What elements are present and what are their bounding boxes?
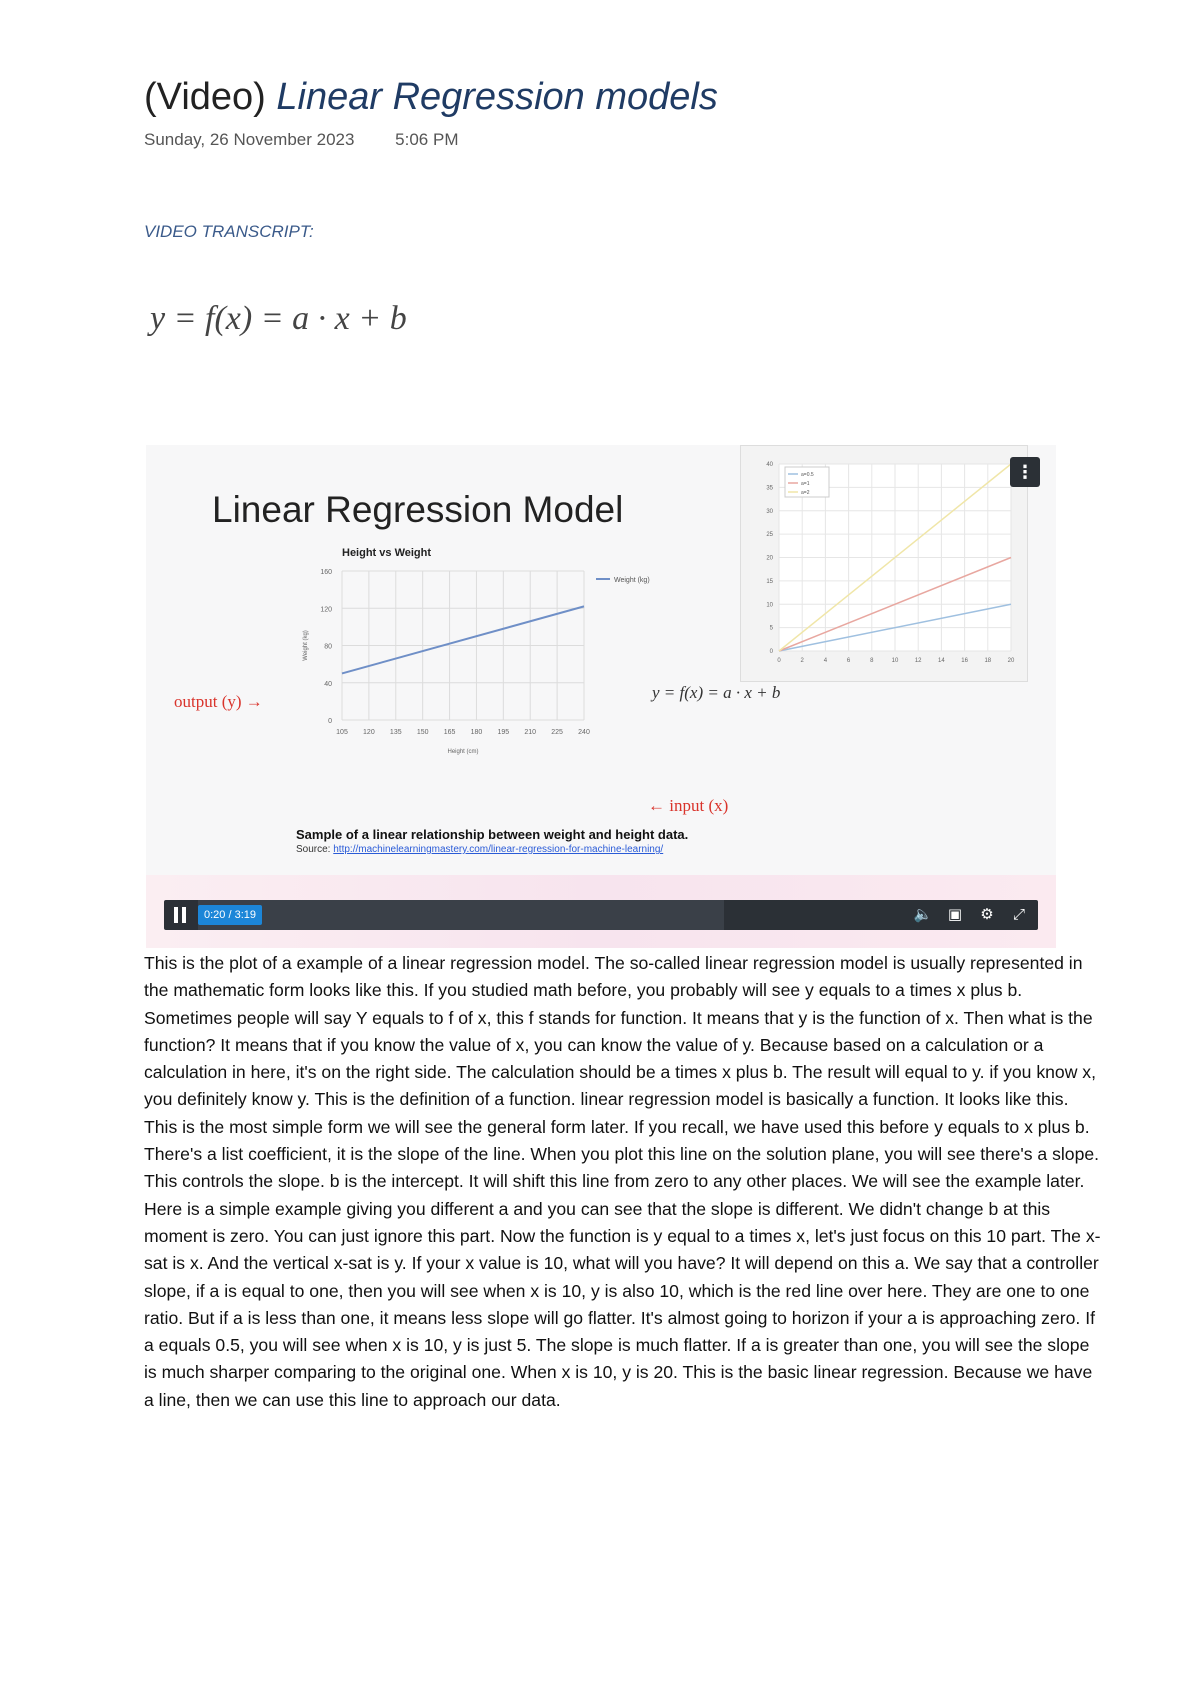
y-tick-label: 35 — [766, 485, 773, 492]
input-label: ← input (x) — [648, 796, 729, 815]
chart-source — [296, 844, 663, 855]
x-tick-label: 4 — [823, 658, 828, 664]
video-player[interactable] — [146, 445, 1056, 948]
y-tick-label: 40 — [766, 462, 773, 468]
x-tick-label: 195 — [497, 729, 510, 736]
x-tick-label: 6 — [846, 658, 851, 664]
more-options-button[interactable] — [1010, 457, 1040, 487]
output-label: output (y) → — [174, 692, 263, 711]
control-icons — [912, 905, 1030, 925]
gear-icon[interactable]: ⚙ — [980, 906, 994, 923]
volume-icon[interactable]: 🔈 — [913, 906, 933, 923]
x-tick-label: 165 — [443, 729, 456, 736]
page-title — [144, 76, 718, 119]
captions-icon[interactable]: ▣ — [947, 906, 963, 923]
y-tick-label: 0 — [328, 718, 332, 725]
video-controls — [164, 900, 1038, 930]
pause-button[interactable] — [172, 907, 188, 923]
y-tick-label: 15 — [766, 578, 773, 585]
slide-formula: y = f(x) = a · x + b — [652, 683, 781, 702]
x-tick-label: 135 — [389, 729, 402, 736]
y-tick-label: 30 — [766, 508, 773, 515]
x-axis-label: Height (cm) — [447, 749, 479, 755]
title-prefix: (Video) — [144, 76, 266, 118]
x-tick-label: 14 — [938, 658, 945, 664]
slope-comparison-panel — [740, 445, 1028, 682]
x-tick-label: 12 — [914, 658, 922, 664]
chart-title: Height vs Weight — [342, 547, 432, 559]
x-tick-label: 20 — [1007, 658, 1015, 664]
time-display: 0:20 / 3:19 — [198, 905, 262, 925]
x-tick-label: 105 — [336, 729, 348, 736]
transcript-label: VIDEO TRANSCRIPT: — [144, 222, 314, 241]
legend-label: a=1 — [801, 481, 810, 487]
fullscreen-icon[interactable]: ⤢ — [1012, 906, 1025, 923]
y-tick-label: 0 — [769, 649, 773, 655]
x-tick-label: 18 — [984, 658, 992, 664]
slide-title: Linear Regression Model — [212, 489, 624, 530]
y-tick-label: 20 — [766, 555, 773, 562]
kebab-icon: ⋮ — [1016, 462, 1034, 482]
x-tick-label: 180 — [470, 729, 483, 736]
y-tick-label: 10 — [766, 602, 773, 609]
series-line-weight — [342, 606, 584, 673]
x-tick-label: 225 — [551, 729, 563, 736]
chart-caption: Sample of a linear relationship between weight and height data. — [296, 827, 689, 842]
legend-label: a=0.5 — [801, 472, 814, 478]
x-tick-label: 210 — [524, 729, 537, 736]
y-tick-label: 120 — [320, 606, 332, 614]
y-tick-label: 5 — [769, 625, 773, 632]
page-meta — [144, 130, 494, 150]
x-tick-label: 2 — [800, 658, 804, 664]
legend-label: a=2 — [801, 490, 810, 496]
page-date: Sunday, 26 November 2023 — [144, 130, 355, 149]
y-tick-label: 40 — [324, 680, 332, 688]
x-tick-label: 0 — [777, 658, 781, 664]
x-tick-label: 240 — [578, 729, 590, 736]
x-tick-label: 120 — [363, 729, 375, 736]
progress-track[interactable] — [198, 900, 724, 930]
y-tick-label: 160 — [320, 569, 332, 576]
source-link[interactable]: http://machinelearningmastery.com/linear-regression-for-machine-learning/ — [333, 844, 664, 855]
y-axis-label: Weight (kg) — [303, 630, 309, 661]
x-tick-label: 10 — [891, 658, 899, 664]
title-main: Linear Regression models — [276, 76, 718, 118]
pause-icon-bar-left — [174, 907, 178, 923]
transcript-text: This is the plot of a example of a linear regression model. The so-called linear regression model is usually represented in the mathematic form looks like this. If you studied math before, you probably will see y equals to a times x plus b. Sometimes people will say Y equals to f of x, this f stands for function. It means that y is the function of x. Then what is the function? It means that if you know the value of x, you can know the value of y. Because based on a calculation or a calculation in here, it's on the right side. The calculation should be a times x plus b. The result will equal to y. if you know x, you definitely know y. This is the definition of a function. linear regression model is basically a function. It looks like this. This is the most simple form we will see the general form later. If you recall, we have used this before y equals to x plus b. There's a list coefficient, it is the slope of the line. When you plot this line on the solution plane, you will see there's a slope. This controls the slope. b is the intercept. It will shift this line from zero to any other places. We will see the example later. Here is a simple example giving you different a and you can see that the slope is different. We didn't change b at this moment is zero. You can just ignore this part. Now the function is y equal to a times x, let's just focus on this 10 part. The x-sat is x. And the vertical x-sat is y. If your x value is 10, what will you have? It will depend on this a. We say that a controller slope, if a is equal to one, then you will see when x is 10, y is also 10, which is the red line over here. They are one to one ratio. But if a is less than one, it means less slope will go flatter. It's almost going to horizon if your a is approaching zero. If a equals 0.5, you will see when x is 10, y is just 5. The slope is much flatter. If a is greater than one, you will see the slope is much sharper comparing to the original one. When x is 10, y is 20. This is the basic linear regression. Because we have a line, then we can use this line to approach our data. — [144, 953, 1101, 1410]
formula-image: y = f(x) = a · x + b — [150, 300, 407, 337]
pause-icon-bar-right — [182, 907, 186, 923]
slope-comparison-chart — [741, 446, 1027, 681]
y-tick-label: 25 — [766, 532, 773, 539]
source-prefix: Source: — [296, 844, 334, 855]
x-tick-label: 150 — [416, 729, 429, 736]
y-tick-label: 80 — [324, 643, 332, 651]
x-tick-label: 8 — [870, 658, 874, 664]
page-time: 5:06 PM — [395, 130, 459, 149]
x-tick-label: 16 — [961, 658, 968, 664]
legend-label: Weight (kg) — [614, 577, 650, 584]
